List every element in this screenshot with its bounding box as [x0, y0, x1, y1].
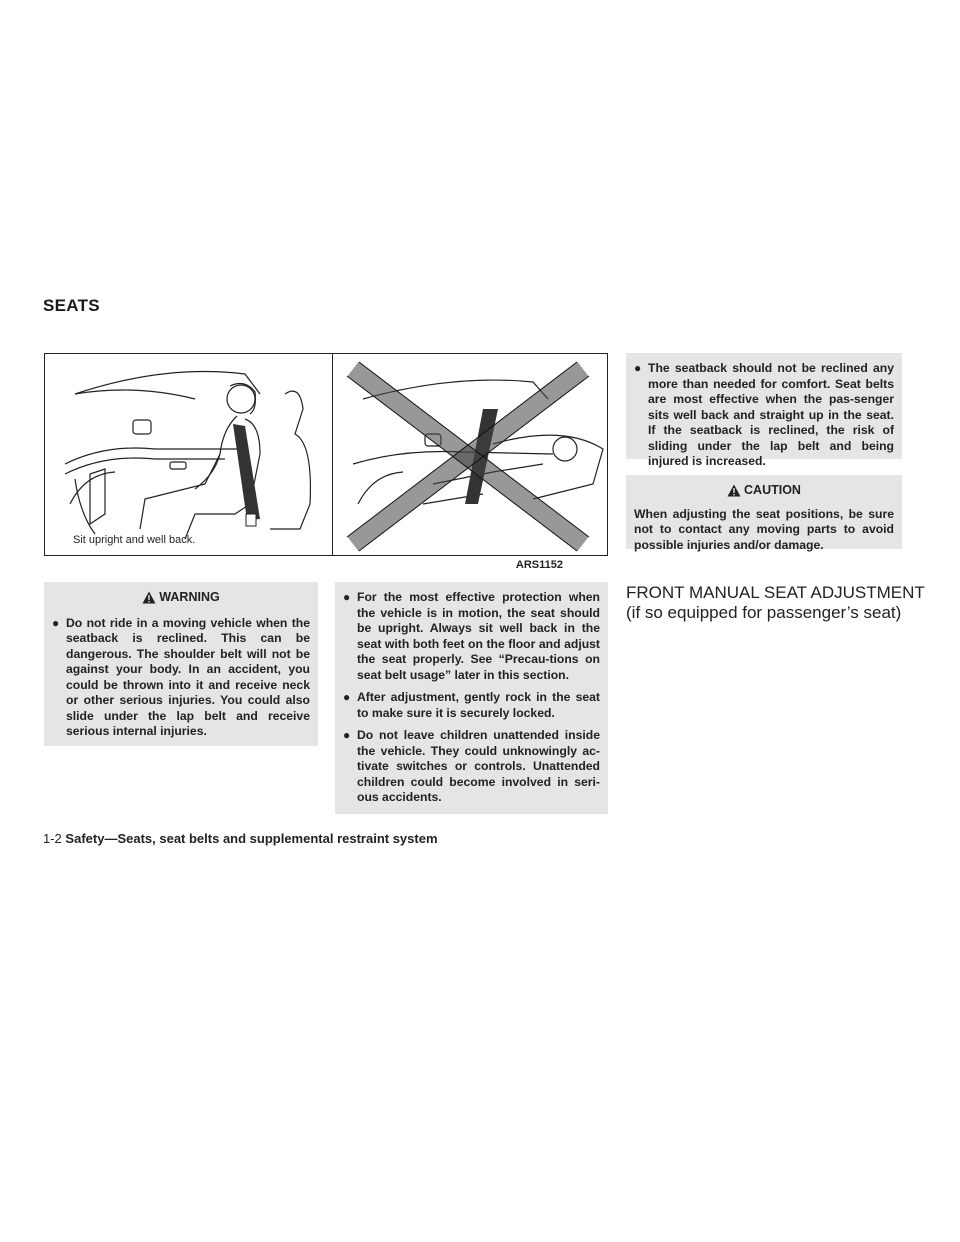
warning-item-text: After adjustment, gently rock in the seat to make sure it is securely locked. — [357, 690, 600, 720]
warning-item-text: For the most effective protection when the vehicle is in motion, the seat should be upright. Always sit well back in the seat with both feet on the floor and adjust the seat properly. See “Precau-tions on seat belt usage” later in this section. — [357, 590, 600, 682]
warning-header — [52, 590, 310, 606]
correct-posture-drawing — [45, 354, 332, 556]
warning-item-text: Do not ride in a moving vehicle when the seatback is reclined. This can be dangerous. The shoulder belt will not be against your body. In an accident, you could be thrown into it and receive neck or other serious injuries. You could also slide under the lap belt and receive serious internal injuries. — [66, 615, 310, 738]
warning-box-col3 — [626, 353, 902, 468]
warning-box-col2 — [335, 582, 608, 814]
warning-title: WARNING — [159, 590, 220, 604]
warning-item — [343, 690, 600, 721]
warning-item — [343, 728, 600, 806]
caution-header — [634, 483, 894, 499]
chapter-title: Safety—Seats, seat belts and supplemental restraint system — [65, 831, 438, 846]
reclined-posture-drawing — [333, 354, 608, 556]
caution-text: When adjusting the seat positions, be sure not to contact any moving parts to avoid possible injuries and/or damage. — [634, 506, 894, 552]
section-title: SEATS — [43, 296, 100, 315]
figure-id: ARS1152 — [515, 559, 563, 571]
warning-item — [52, 616, 310, 740]
bullet-glyph: ● — [343, 690, 351, 704]
seating-illustration — [44, 353, 608, 556]
figure-caption: Sit upright and well back. — [73, 534, 196, 546]
page-footer — [43, 831, 438, 846]
caution-box — [626, 475, 902, 552]
subsection-heading: FRONT MANUAL SEAT ADJUSTMENT (if so equipped for passenger’s seat) — [626, 583, 925, 622]
caution-title: CAUTION — [744, 483, 801, 497]
bullet-glyph: ● — [343, 728, 351, 742]
warning-item-text: Do not leave children unattended inside the vehicle. They could unknowingly ac-tivate switches or controls. Unattended children could become involved in seri-ous accidents. — [357, 728, 600, 804]
warning-triangle-icon — [142, 591, 156, 604]
warning-box-col1 — [44, 582, 318, 746]
bullet-glyph: ● — [343, 590, 351, 604]
caution-triangle-icon — [727, 484, 741, 497]
warning-item-text: The seatback should not be reclined any more than needed for comfort. Seat belts are most effective when the pas-senger sits well back and straight up in the seat. If the seatback is reclined, the risk of sliding under the lap belt and being injured is increased. — [648, 361, 894, 468]
bullet-glyph: ● — [634, 361, 642, 375]
warning-item — [634, 361, 894, 470]
bullet-glyph: ● — [52, 615, 60, 630]
page-number: 1-2 — [43, 831, 62, 846]
warning-item — [343, 590, 600, 683]
